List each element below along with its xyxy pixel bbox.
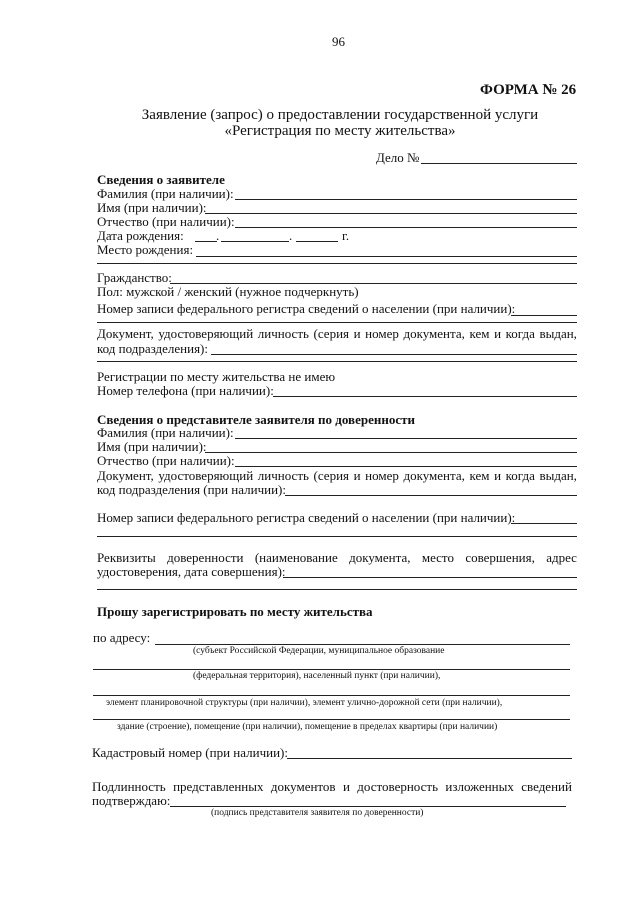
case-number-field[interactable] [421, 163, 577, 164]
no-registration-note: Регистрации по месту жительства не имею [97, 369, 336, 384]
rep-id-doc-field[interactable] [285, 495, 577, 496]
applicant-birthplace-label: Место рождения: [97, 242, 194, 257]
rep-surname-field[interactable] [235, 438, 577, 439]
case-number-label: Дело № [376, 150, 420, 165]
rep-patronymic-field[interactable] [235, 466, 577, 467]
rep-surname-label: Фамилия (при наличии): [97, 425, 234, 440]
birthdate-year-field[interactable] [296, 241, 338, 242]
cadastral-label: Кадастровый номер (при наличии): [92, 745, 288, 760]
page-number: 96 [332, 34, 345, 49]
address-field-1[interactable] [155, 644, 570, 645]
address-hint-1: (субъект Российской Федерации, муниципальное образование [193, 646, 445, 656]
rep-patronymic-label: Отчество (при наличии): [97, 453, 235, 468]
applicant-section-title: Сведения о заявителе [97, 172, 225, 187]
rep-name-field[interactable] [205, 452, 577, 453]
cadastral-field[interactable] [287, 758, 572, 759]
applicant-surname-field[interactable] [235, 199, 577, 200]
request-title: Прошу зарегистрировать по месту жительства [97, 604, 373, 619]
applicant-name-label: Имя (при наличии): [97, 200, 207, 215]
birthdate-day-field[interactable] [195, 241, 217, 242]
rep-proxy-field-2[interactable] [97, 589, 577, 590]
birthdate-year-suffix: г. [342, 228, 350, 243]
birthdate-sep1: . [216, 228, 220, 243]
applicant-register-field[interactable] [511, 315, 577, 316]
rep-proxy-line2: удостоверения, дата совершения): [97, 564, 286, 579]
applicant-name-field[interactable] [205, 213, 577, 214]
address-field-4[interactable] [93, 719, 570, 720]
applicant-birthplace-field-2[interactable] [97, 263, 577, 264]
rep-register-field-2[interactable] [97, 536, 577, 537]
address-field-2[interactable] [93, 669, 570, 670]
applicant-id-doc-field[interactable] [211, 354, 577, 355]
address-field-3[interactable] [93, 695, 570, 696]
applicant-register-label: Номер записи федерального регистра сведений о населении (при наличии): [97, 301, 516, 316]
applicant-birthdate-label: Дата рождения: [97, 228, 184, 243]
rep-register-label: Номер записи федерального регистра сведений о населении (при наличии): [97, 510, 516, 525]
applicant-register-field-2[interactable] [97, 322, 577, 323]
address-hint-2: (федеральная территория), населенный пункт (при наличии), [193, 671, 441, 681]
applicant-birthplace-field[interactable] [196, 256, 577, 257]
rep-name-label: Имя (при наличии): [97, 439, 207, 454]
rep-id-doc-line1: Документ, удостоверяющий личность (серия и номер документа, кем и когда выдан, [97, 468, 577, 483]
address-hint-3: элемент планировочной структуры (при наличии), элемент улично-дорожной сети (при наличии), [106, 698, 503, 708]
applicant-sex: Пол: мужской / женский (нужное подчеркнуть) [97, 284, 359, 299]
signature-field[interactable] [170, 806, 566, 807]
rep-id-doc-line2: код подразделения (при наличии): [97, 482, 286, 497]
confirmation-line1: Подлинность представленных документов и достоверность изложенных сведений [92, 779, 572, 794]
applicant-phone-label: Номер телефона (при наличии): [97, 383, 274, 398]
rep-proxy-line1: Реквизиты доверенности (наименование документа, место совершения, адрес [97, 550, 577, 565]
applicant-id-doc-line2: код подразделения): [97, 341, 208, 356]
applicant-patronymic-label: Отчество (при наличии): [97, 214, 235, 229]
applicant-id-doc-line1: Документ, удостоверяющий личность (серия и номер документа, кем и когда выдан, [97, 326, 577, 341]
rep-register-field[interactable] [511, 523, 577, 524]
rep-proxy-field[interactable] [283, 577, 577, 578]
birthdate-sep2: . [289, 228, 293, 243]
heading-line1: Заявление (запрос) о предоставлении государственной услуги [141, 107, 539, 123]
signature-hint: (подпись представителя заявителя по доверенности) [211, 808, 424, 818]
form-title: ФОРМА № 26 [480, 82, 577, 98]
birthdate-month-field[interactable] [221, 241, 289, 242]
applicant-id-doc-field-2[interactable] [97, 361, 577, 362]
applicant-citizenship-label: Гражданство: [97, 270, 172, 285]
applicant-phone-field[interactable] [273, 396, 577, 397]
address-hint-4: здание (строение), помещение (при наличии), помещение в пределах квартиры (при наличии) [117, 722, 498, 732]
heading-line2: «Регистрация по месту жительства» [224, 123, 456, 139]
applicant-patronymic-field[interactable] [235, 227, 577, 228]
address-label: по адресу: [93, 630, 151, 645]
confirmation-line2: подтверждаю: [92, 793, 171, 808]
representative-section-title: Сведения о представителе заявителя по доверенности [97, 412, 415, 427]
applicant-surname-label: Фамилия (при наличии): [97, 186, 234, 201]
